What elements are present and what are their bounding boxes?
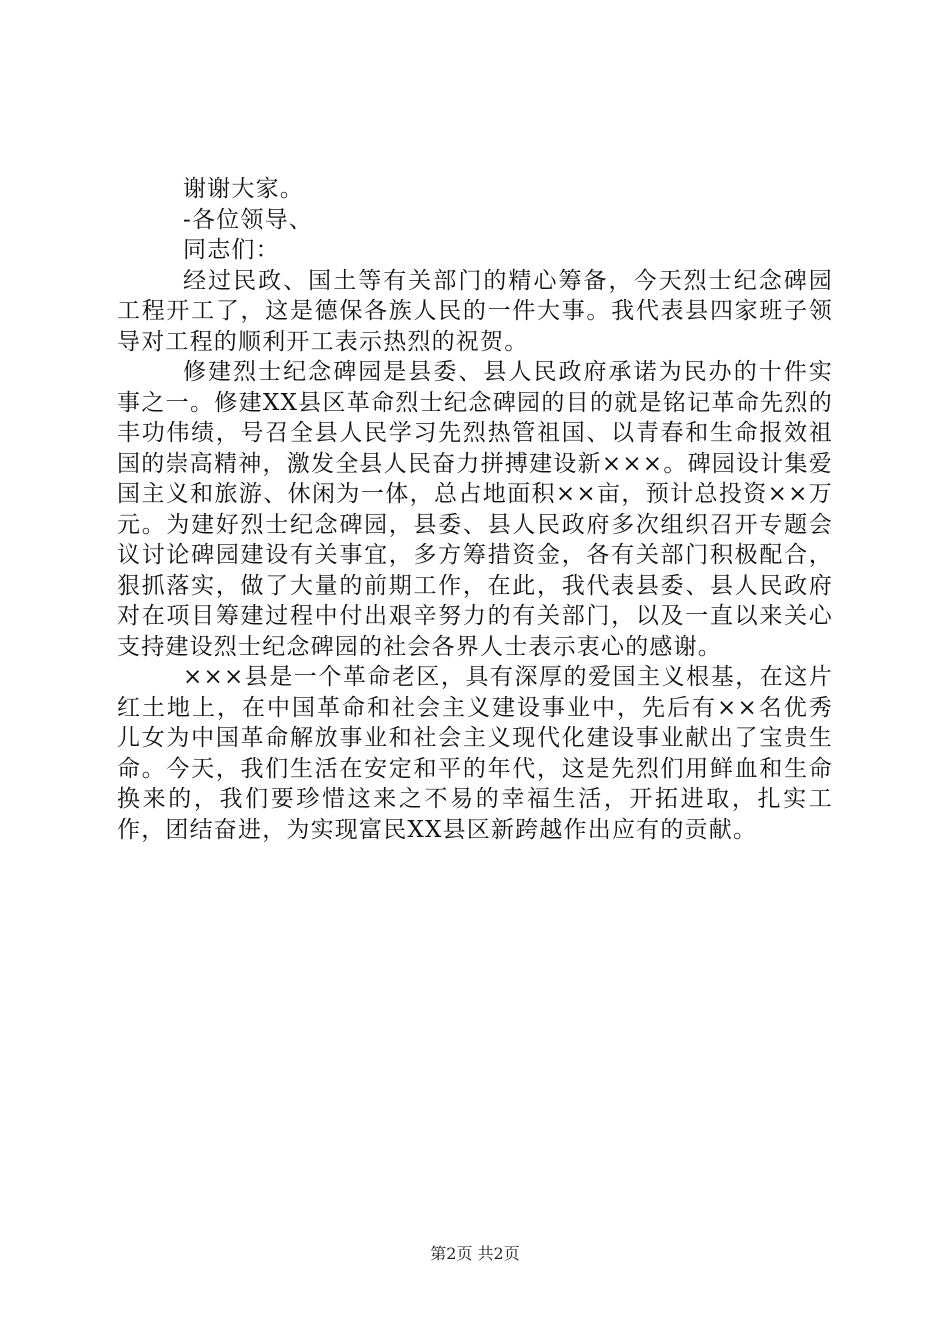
paragraph-construction: 修建烈士纪念碑园是县委、县人民政府承诺为民办的十件实事之一。修建XX县区革命烈士纪念碑园的目的就是铭记革命先烈的丰功伟绩，号召全县人民学习先烈热管祖国、以青春和生命报效祖国的崇高精神，激发全县人民奋力拼搏建设新×××。碑园设计集爱国主义和旅游、休闲为一体，总占地面积××亩，预计总投资××万元。为建好烈士纪念碑园，县委、县人民政府多次组织召开专题会议讨论碑园建设有关事宜，多方筹措资金，各有关部门积极配合，狠抓落实，做了大量的前期工作，在此，我代表县委、县人民政府对在项目筹建过程中付出艰辛努力的有关部门，以及一直以来关心支持建设烈士纪念碑园的社会各界人士表示衷心的感谢。 <box>117 359 833 660</box>
salutation-comrades: 同志们： <box>183 237 280 263</box>
closing-line: 谢谢大家。 <box>183 176 304 202</box>
salutation-leaders: -各位领导、 <box>183 206 313 233</box>
paragraph-opening: 经过民政、国土等有关部门的精心筹备，今天烈士纪念碑园工程开工了，这是德保各族人民的一件大事。我代表县四家班子领导对工程的顺利开工表示热烈的祝贺。 <box>117 267 833 355</box>
paragraph-revolutionary-area: ×××县是一个革命老区，具有深厚的爱国主义根基，在这片红土地上，在中国革命和社会主义建设事业中，先后有××名优秀儿女为中国革命解放事业和社会主义现代化建设事业献出了宝贵生命。今天，我们生活在安定和平的年代，这是先烈们用鲜血和生命换来的，我们要珍惜这来之不易的幸福生活，开拓进取，扎实工作，团结奋进，为实现富民XX县区新跨越作出应有的贡献。 <box>117 664 833 843</box>
page-footer: 第2页 共2页 <box>430 1244 520 1263</box>
document-body <box>117 174 833 845</box>
